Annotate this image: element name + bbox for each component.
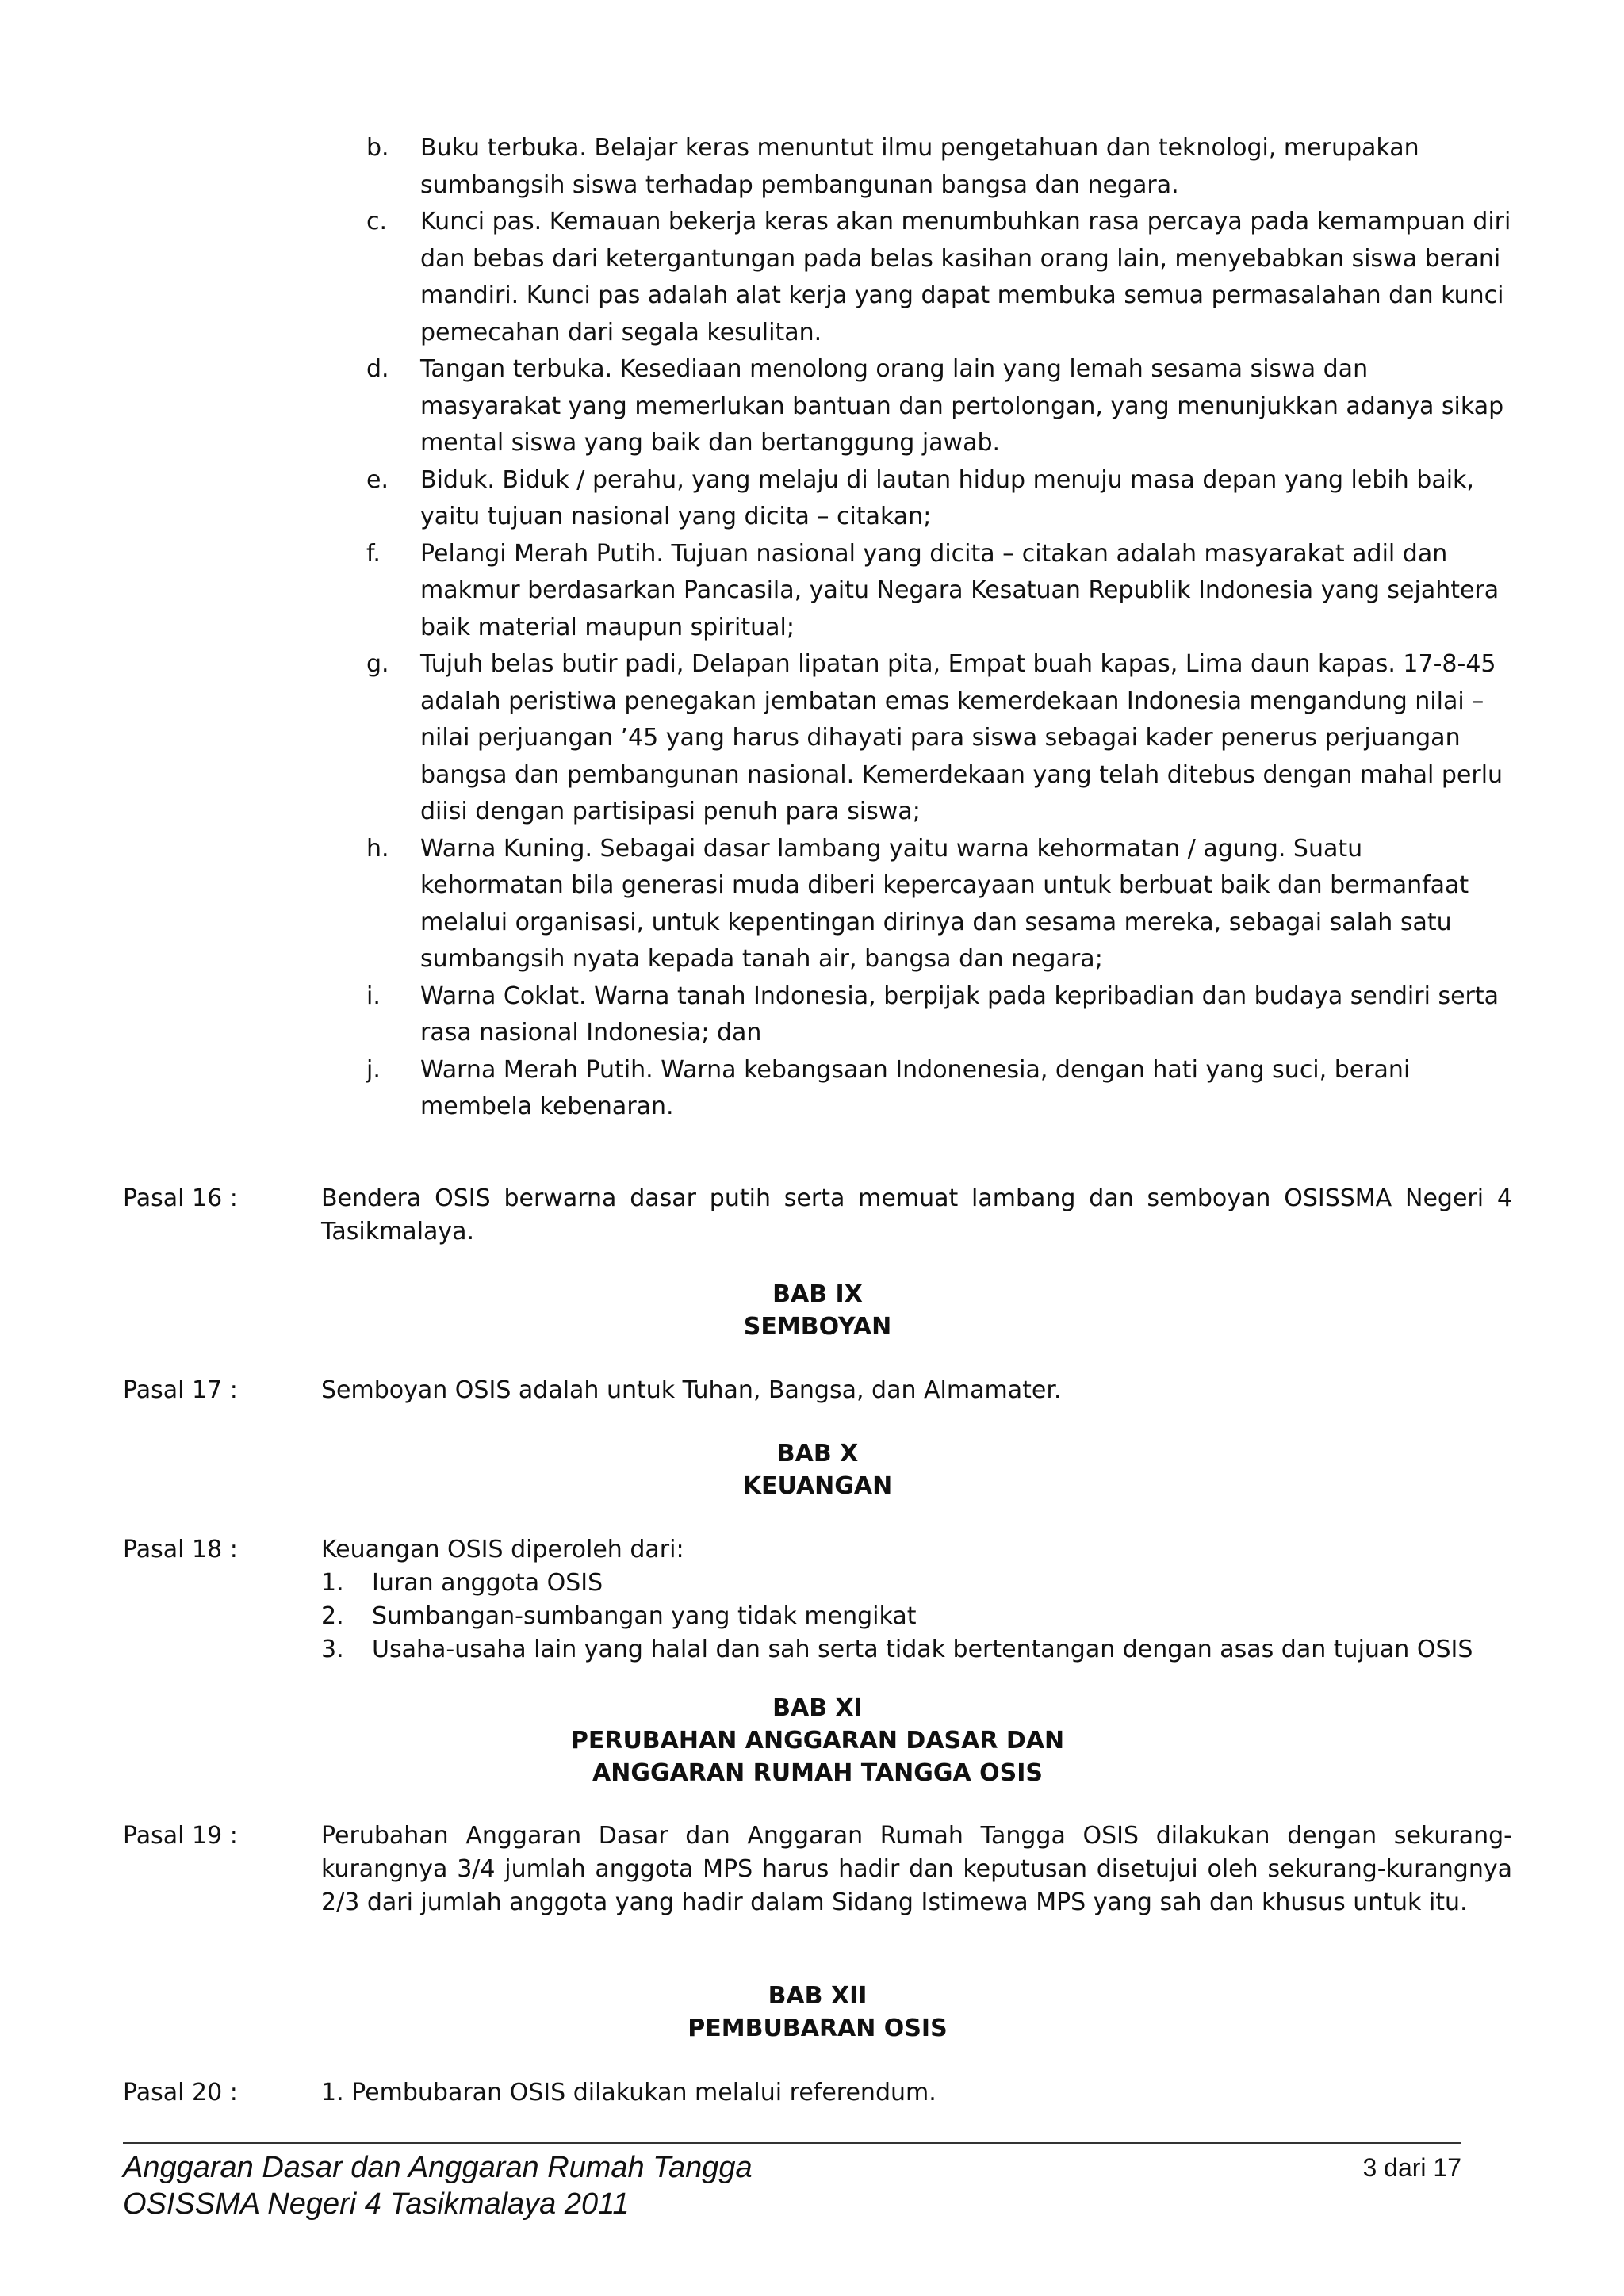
list-item-marker: f.: [366, 539, 381, 568]
list-item-marker: 1.: [321, 1569, 344, 1597]
list-item: [366, 1052, 1512, 1126]
list-item-text: Kunci pas. Kemauan bekerja keras akan menumbuhkan rasa percaya pada kemampuan diri dan bebas dari ketergantungan pada belas kasihan orang lain, menyebabkan siswa berani mandiri. Kunci pas adalah alat kerja yang dapat membuka semua permasalahan dan kunci pemecahan dari segala kesulitan.: [420, 208, 1511, 346]
list-item-marker: d.: [366, 355, 389, 383]
list-item-marker: g.: [366, 650, 389, 678]
list-item-text: Warna Coklat. Warna tanah Indonesia, berpijak pada kepribadian dan budaya sendiri serta rasa nasional Indonesia; dan: [420, 982, 1500, 1047]
chapter-heading-bab-xii: [123, 1980, 1512, 2045]
list-item-text: Usaha-usaha lain yang halal dan sah serta tidak bertentangan dengan asas dan tujuan OSIS: [372, 1636, 1473, 1663]
list-item: [366, 351, 1512, 462]
list-item-marker: i.: [366, 982, 381, 1010]
chapter-title: PEMBUBARAN OSIS: [688, 2015, 948, 2042]
pasal-text: Perubahan Anggaran Dasar dan Anggaran Rumah Tangga OSIS dilakukan dengan sekurang-kurangnya 3/4 jumlah anggota MPS harus hadir dan keputusan disetujui oleh sekurang-kurangnya 2/3 dari jumlah anggota yang hadir dalam Sidang Istimewa MPS yang sah dan khusus untuk itu.: [321, 1822, 1512, 1916]
pasal-label: Pasal 18 :: [123, 1536, 238, 1563]
pasal-body: [321, 1533, 1512, 1667]
chapter-number: BAB X: [776, 1440, 859, 1468]
list-item: [366, 130, 1512, 204]
list-item-text: Warna Kuning. Sebagai dasar lambang yaitu warna kehormatan / agung. Suatu kehormatan bila generasi muda diberi kepercayaan untuk berbuat baik dan bermanfaat melalui organisasi, untuk kepentingan dirinya dan sesama mereka, sebagai salah satu sumbangsih nyata kepada tanah air, bangsa dan negara;: [420, 834, 1469, 973]
list-item-marker: h.: [366, 834, 389, 863]
chapter-number: BAB IX: [772, 1280, 863, 1308]
list-item-text: Pelangi Merah Putih. Tujuan nasional yang dicita – citakan adalah masyarakat adil dan makmur berdasarkan Pancasila, yaitu Negara Kesatuan Republik Indonesia yang sejahtera baik material maupun spiritual;: [420, 539, 1500, 641]
list-item: [366, 204, 1512, 351]
symbol-meaning-list: [366, 130, 1512, 1126]
footer-document-title: [123, 2149, 753, 2222]
list-item-marker: c.: [366, 208, 388, 235]
chapter-title: SEMBOYAN: [743, 1313, 892, 1341]
pasal-label: Pasal 20 :: [123, 2079, 238, 2107]
list-item: [366, 646, 1512, 831]
list-item-marker: 2.: [321, 1602, 344, 1630]
chapter-title-line-2: ANGGARAN RUMAH TANGGA OSIS: [592, 1759, 1043, 1787]
footer-line-1: Anggaran Dasar dan Anggaran Rumah Tangga: [123, 2151, 753, 2184]
pasal-17: [123, 1374, 1512, 1407]
list-item: [366, 462, 1512, 536]
pasal-text: Semboyan OSIS adalah untuk Tuhan, Bangsa, dan Almamater.: [321, 1376, 1062, 1404]
list-item-text: Iuran anggota OSIS: [372, 1569, 603, 1597]
list-item-text: Biduk. Biduk / perahu, yang melaju di lautan hidup menuju masa depan yang lebih baik, yaitu tujuan nasional yang dicita – citakan;: [420, 465, 1474, 530]
pasal-label: Pasal 17 :: [123, 1376, 238, 1404]
pasal-text: Bendera OSIS berwarna dasar putih serta memuat lambang dan semboyan OSISSMA Negeri 4 Tasikmalaya.: [321, 1184, 1512, 1246]
pasal-16: [123, 1182, 1512, 1249]
pasal-intro: Keuangan OSIS diperoleh dari:: [321, 1536, 684, 1563]
chapter-heading-bab-ix: [123, 1278, 1512, 1343]
chapter-title-line-1: PERUBAHAN ANGGARAN DASAR DAN: [570, 1727, 1065, 1755]
list-item: [366, 831, 1512, 978]
list-item: [321, 1633, 1512, 1667]
list-item-text: Buku terbuka. Belajar keras menuntut ilmu pengetahuan dan teknologi, merupakan sumbangsih siswa terhadap pembangunan bangsa dan negara.: [420, 134, 1419, 199]
chapter-number: BAB XII: [768, 1982, 868, 2010]
chapter-title: KEUANGAN: [742, 1472, 893, 1500]
pasal-19: [123, 1820, 1512, 1919]
list-item-text: Tujuh belas butir padi, Delapan lipatan pita, Empat buah kapas, Lima daun kapas. 17-8-45 adalah peristiwa penegakan jembatan emas kemerdekaan Indonesia mengandung nilai – nilai perjuangan ’45 yang harus dihayati para siswa sebagai kader penerus perjuangan bangsa dan pembangunan nasional. Kemerdekaan yang telah ditebus dengan mahal perlu diisi dengan partisipasi penuh para siswa;: [420, 650, 1503, 825]
pasal-20: [123, 2076, 1512, 2110]
list-item-text: Tangan terbuka. Kesediaan menolong orang lain yang lemah sesama siswa dan masyarakat yang memerlukan bantuan dan pertolongan, yang menunjukkan adanya sikap mental siswa yang baik dan bertanggung jawab.: [420, 355, 1504, 457]
page-number: 3 dari 17: [1362, 2153, 1461, 2182]
list-item: [321, 1600, 1512, 1633]
chapter-heading-bab-xi: [123, 1692, 1512, 1789]
chapter-number: BAB XI: [772, 1694, 863, 1722]
list-item-marker: j.: [366, 1055, 381, 1084]
pasal-label: Pasal 19 :: [123, 1822, 238, 1850]
footer-divider: [123, 2142, 1461, 2144]
pasal-text: 1. Pembubaran OSIS dilakukan melalui referendum.: [321, 2079, 936, 2107]
list-item: [366, 536, 1512, 647]
list-item-marker: e.: [366, 465, 389, 494]
list-item: [366, 978, 1512, 1052]
list-item: [321, 1567, 1512, 1600]
pasal-18: [123, 1533, 1512, 1667]
list-item-marker: 3.: [321, 1636, 344, 1663]
list-item-text: Sumbangan-sumbangan yang tidak mengikat: [372, 1602, 917, 1630]
chapter-heading-bab-x: [123, 1437, 1512, 1502]
pasal-label: Pasal 16 :: [123, 1184, 238, 1212]
footer-line-2: OSISSMA Negeri 4 Tasikmalaya 2011: [123, 2187, 630, 2221]
funding-source-list: [321, 1567, 1512, 1667]
list-item-text: Warna Merah Putih. Warna kebangsaan Indonenesia, dengan hati yang suci, berani membela kebenaran.: [420, 1055, 1411, 1120]
list-item-marker: b.: [366, 134, 389, 162]
